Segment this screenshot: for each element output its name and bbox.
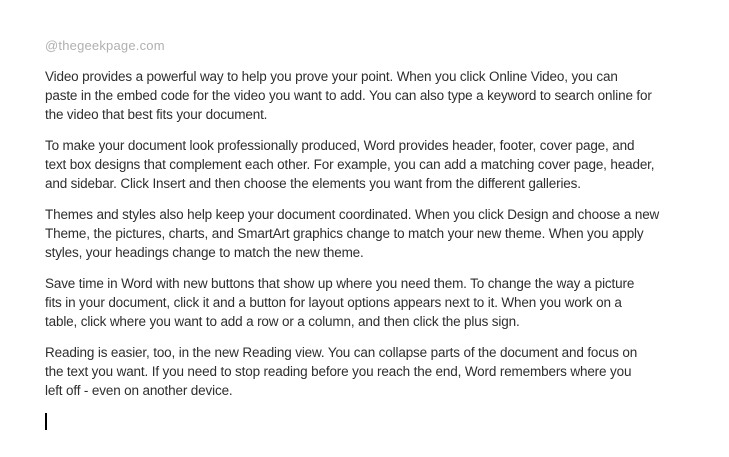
caret-line (45, 412, 700, 431)
text-line: Save time in Word with new buttons that show up where you need them. To change the way a picture (45, 276, 635, 291)
text-line: table, click where you want to add a row or a column, and then click the plus sign. (45, 314, 520, 329)
text-line: text box designs that complement each other. For example, you can add a matching cover page, header, (45, 157, 655, 172)
text-line: the video that best fits your document. (45, 107, 268, 122)
watermark: @thegeekpage.com (45, 38, 165, 53)
text-line: Theme, the pictures, charts, and SmartArt graphics change to match your new theme. When you apply (45, 226, 644, 241)
paragraph-2 (45, 136, 700, 193)
document-page[interactable] (45, 38, 700, 431)
paragraph-1 (45, 67, 700, 124)
text-line: Reading is easier, too, in the new Reading view. You can collapse parts of the document and focus on (45, 345, 638, 360)
text-line: Themes and styles also help keep your document coordinated. When you click Design and choose a new (45, 207, 660, 222)
paragraph-3 (45, 205, 700, 262)
text-cursor-caret (45, 413, 47, 430)
text-line: and sidebar. Click Insert and then choose the elements you want from the different galleries. (45, 176, 581, 191)
text-line: styles, your headings change to match the new theme. (45, 245, 364, 260)
text-line: To make your document look professionally produced, Word provides header, footer, cover page, and (45, 138, 635, 153)
paragraph-4 (45, 274, 700, 331)
text-line: fits in your document, click it and a button for layout options appears next to it. When you work on a (45, 295, 622, 310)
text-line: the text you want. If you need to stop reading before you reach the end, Word remembers where you (45, 364, 632, 379)
text-line: left off - even on another device. (45, 383, 233, 398)
text-line: paste in the embed code for the video you want to add. You can also type a keyword to search online for (45, 88, 652, 103)
text-line: Video provides a powerful way to help you prove your point. When you click Online Video, you can (45, 69, 618, 84)
paragraph-5 (45, 343, 700, 400)
